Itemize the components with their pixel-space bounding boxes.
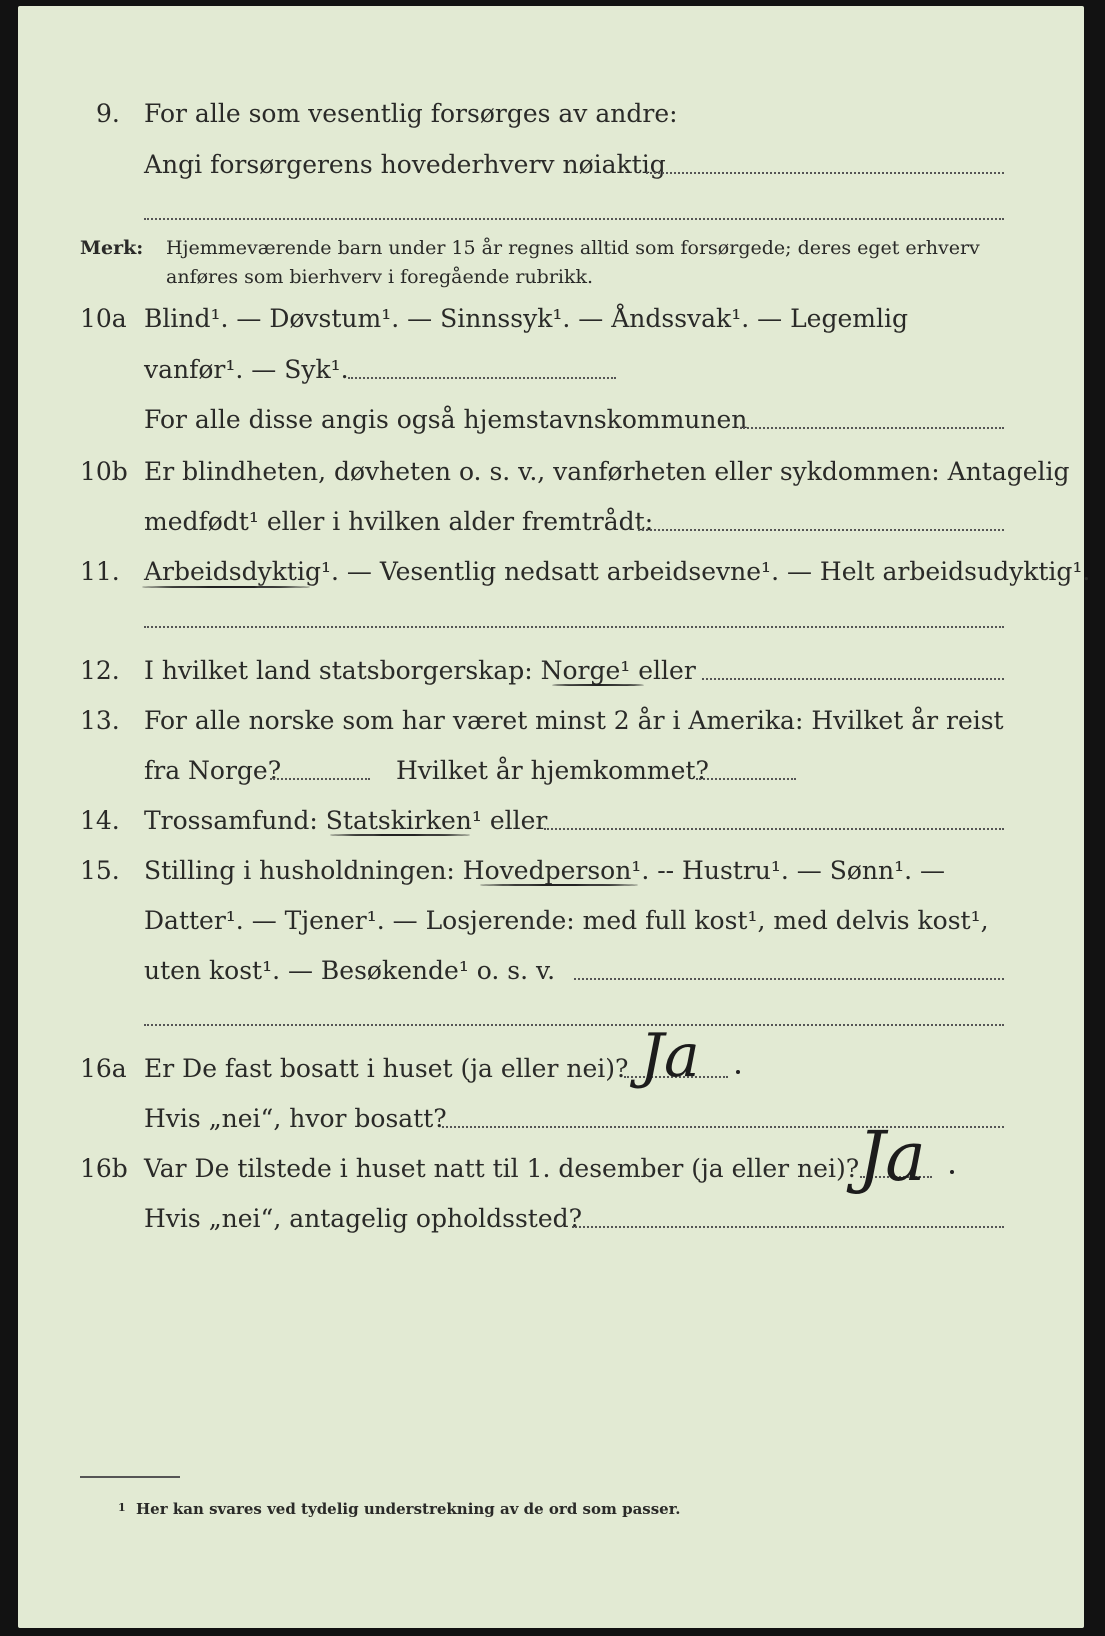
q16b-line2: Hvis „nei“, antagelig opholdssted? xyxy=(144,1204,583,1233)
census-form-page xyxy=(18,6,1091,1628)
footnote-marker: 1 xyxy=(118,1501,126,1514)
question-number-12: 12. xyxy=(80,656,120,685)
q14-line1: Trossamfund: Statskirken¹ eller xyxy=(144,806,548,835)
q13-line2a: fra Norge? xyxy=(144,756,282,785)
q10a-line3: For alle disse angis også hjemstavnskommunen xyxy=(144,405,748,434)
q10b-line2: medfødt¹ eller i hvilken alder fremtrådt: xyxy=(144,507,654,536)
q15-line2: Datter¹. — Tjener¹. — Losjerende: med full kost¹, med delvis kost¹, xyxy=(144,906,989,935)
q9-answer-line-2 xyxy=(144,218,1004,220)
q16a-line2: Hvis „nei“, hvor bosatt? xyxy=(144,1104,447,1133)
q16a-handwritten-answer: Ja xyxy=(640,1021,700,1091)
q11-underline-mark xyxy=(142,586,310,588)
merk-line1: Hjemmeværende barn under 15 år regnes alltid som forsørgede; deres eget erhverv xyxy=(166,237,980,259)
question-number-14: 14. xyxy=(80,806,120,835)
q15-answer-line-2 xyxy=(144,1024,1004,1026)
q15-line3: uten kost¹. — Besøkende¹ o. s. v. xyxy=(144,956,556,985)
ink-dot xyxy=(736,1070,740,1074)
q15-underline-mark xyxy=(480,884,638,886)
q11-line1: Arbeidsdyktig¹. — Vesentlig nedsatt arbeidsevne¹. — Helt arbeidsudyktig¹. xyxy=(144,557,1091,586)
question-number-10a: 10a xyxy=(80,304,127,333)
q10b-answer-line xyxy=(638,529,1004,531)
footnote-rule xyxy=(80,1476,180,1478)
q15-line1: Stilling i husholdningen: Hovedperson¹. -- Hustru¹. — Sønn¹. — xyxy=(144,856,946,885)
q9-answer-line xyxy=(646,172,1004,174)
q16b-handwritten-answer: Ja xyxy=(858,1118,926,1197)
q15-answer-line xyxy=(574,978,1004,980)
q10a-line2: vanfør¹. — Syk¹. xyxy=(144,355,349,384)
ink-dot xyxy=(950,1170,954,1174)
q10a-answer-line xyxy=(348,377,616,379)
q14-answer-line xyxy=(544,828,1004,830)
q16b-opholdssted-line xyxy=(572,1226,1004,1228)
q13-hjemkommet-line xyxy=(696,778,796,780)
question-number-16b: 16b xyxy=(80,1154,128,1183)
q13-line2b: Hvilket år hjemkommet? xyxy=(396,756,709,785)
question-number-15: 15. xyxy=(80,856,120,885)
q16a-line1: Er De fast bosatt i huset (ja eller nei)? xyxy=(144,1054,629,1083)
q13-reist-line xyxy=(270,778,370,780)
question-number-16a: 16a xyxy=(80,1054,127,1083)
q13-line1: For alle norske som har været minst 2 år i Amerika: Hvilket år reist xyxy=(144,706,1004,735)
question-number-13: 13. xyxy=(80,706,120,735)
merk-label: Merk: xyxy=(80,237,144,259)
question-number-11: 11. xyxy=(80,557,120,586)
q12-answer-line xyxy=(702,678,1004,680)
q16b-line1: Var De tilstede i huset natt til 1. desember (ja eller nei)? xyxy=(144,1154,860,1183)
question-number-10b: 10b xyxy=(80,457,128,486)
q12-underline-mark xyxy=(552,684,644,686)
q10a-line1: Blind¹. — Døvstum¹. — Sinnssyk¹. — Åndssvak¹. — Legemlig xyxy=(144,304,908,333)
q12-line1: I hvilket land statsborgerskap: Norge¹ eller xyxy=(144,656,696,685)
merk-line2: anføres som bierhverv i foregående rubrikk. xyxy=(166,266,594,288)
q9-line1: For alle som vesentlig forsørges av andre: xyxy=(144,99,678,128)
q10a-kommune-line xyxy=(740,427,1004,429)
footnote-text: Her kan svares ved tydelig understrekning av de ord som passer. xyxy=(136,1500,681,1518)
q10b-line1: Er blindheten, døvheten o. s. v., vanførheten eller sykdommen: Antagelig xyxy=(144,457,1070,486)
q14-underline-mark xyxy=(330,834,470,836)
question-number-9: 9. xyxy=(96,99,120,128)
q11-answer-line xyxy=(144,626,1004,628)
q9-line2: Angi forsørgerens hovederhverv nøiaktig xyxy=(144,150,666,179)
